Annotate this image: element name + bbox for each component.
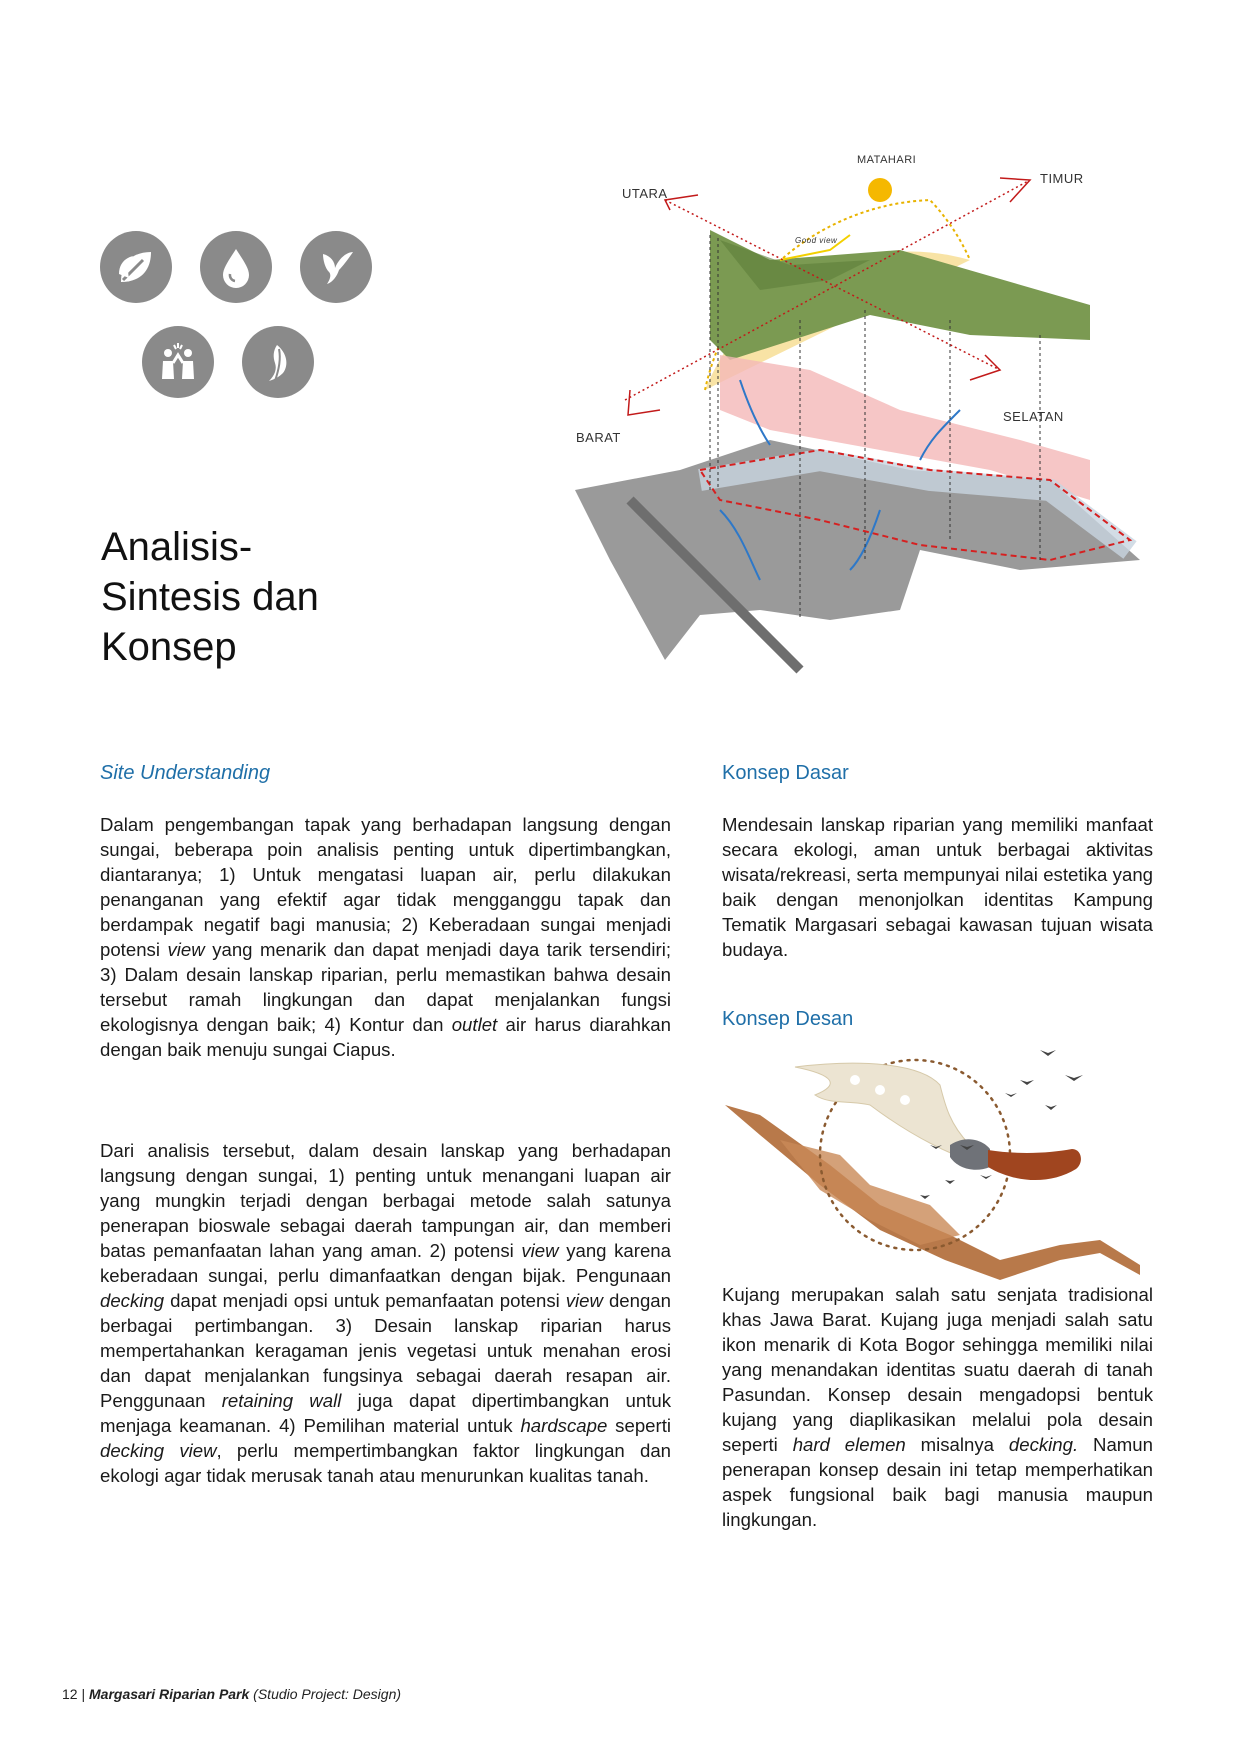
konsep-desain-paragraph: Kujang merupakan salah satu senjata tradisional khas Jawa Barat. Kujang juga menjadi salah satu ikon menarik di Kota Bogor sehingga memiliki nilai yang menandakan identitas suatu daerah di tanah Pasundan. Konsep desain mengadopsi bentuk kujang yang diaplikasikan melalui pola desain seperti hard elemen misalnya decking. Namun penerapan konsep desain ini tetap memperhatikan aspek fungsional baik bagi manusia maupun lingkungan. [722,1284,1153,1530]
konsep-dasar-paragraph: Mendesain lanskap riparian yang memiliki manfaat secara ekologi, aman untuk berbagai aktivitas wisata/rekreasi, serta mempunyai nilai estetika yang baik dengan menonjolkan identitas Kampung Tematik Margasari sebagai kawasan tujuan wisata budaya. [722,814,1153,960]
label-matahari: MATAHARI [857,154,917,166]
leaf-icon [100,231,172,303]
label-good-view: Good view [795,236,838,245]
project-name: Margasari Riparian Park [89,1686,250,1702]
site-understanding-paragraph-2: Dari analisis tersebut, dalam desain lanskap yang berhadapan langsung dengan sungai, 1) penting untuk menangani luapan air yang mungkin terjadi dengan berbagai metode salah satunya penerapan bioswale sebagai daerah tampungan air, dan memberi batas pemanfaatan lahan yang aman. 2) potensi view yang karena keberadaan sungai, perlu dimanfaatkan dengan bijak. Pengunaan decking dapat menjadi opsi untuk pemanfaatan potensi view dengan berbagai pertimbangan. 3) Desain lanskap riparian harus mempertahankan keragaman jenis vegetasi untuk menahan erosi dan dapat menjalankan fungsinya sebagai daerah resapan air. Penggunaan retaining wall juga dapat dipertimbangkan untuk menjaga keamanan. 4) Pemilihan material untuk hardscape seperti decking view, perlu mempertimbangkan faktor lingkungan dan ekologi agar tidak merusak tanah atau menurunkan kualitas tanah. [100,1140,672,1486]
bird-icon [300,231,372,303]
kujang-handle [988,1149,1081,1180]
kujang-hilt [950,1139,990,1170]
page-footer: 12 | Margasari Riparian Park (Studio Project: Design) [62,1686,402,1702]
site-analysis-diagram [570,140,1170,700]
label-selatan: SELATAN [1003,409,1064,424]
people-icon [142,326,214,398]
page-title [101,522,319,672]
water-drop-icon [200,231,272,303]
plant-icon [242,326,314,398]
label-timur: TIMUR [1040,171,1084,186]
site-understanding-paragraph-1: Dalam pengembangan tapak yang berhadapan langsung dengan sungai, beberapa poin analisis penting untuk dipertimbangkan, diantaranya; 1) Untuk mengatasi luapan air, perlu dilakukan penanganan yang efektif agar tidak mengganggu tapak dan berdampak negatif bagi manusia; 2) Keberadaan sungai menjadi potensi view yang menarik dan dapat menjadi daya tarik tersendiri; 3) Dalam desain lanskap riparian, perlu memastikan bahwa desain tersebut ramah lingkungan dan dapat menjalankan fungsi ekologisnya dengan baik; 4) Kontur dan outlet air harus diarahkan dengan baik menuju sungai Ciapus. [100,814,672,1060]
konsep-desain-heading: Konsep Desan [722,1008,854,1030]
site-understanding-heading: Site Understanding [100,762,271,784]
title-line-3: Konsep [101,625,237,669]
page-number: 12 [62,1686,78,1702]
konsep-dasar-heading: Konsep Dasar [722,762,849,784]
sun-icon [868,178,892,202]
title-line-1: Analisis- [101,525,253,569]
kujang-concept-illustration [720,1045,1160,1285]
vegetation-layer [710,230,1090,360]
project-subtitle: (Studio Project: Design) [249,1686,402,1702]
label-barat: BARAT [576,430,621,445]
label-utara: UTARA [622,186,668,201]
title-line-2: Sintesis dan [101,575,319,619]
